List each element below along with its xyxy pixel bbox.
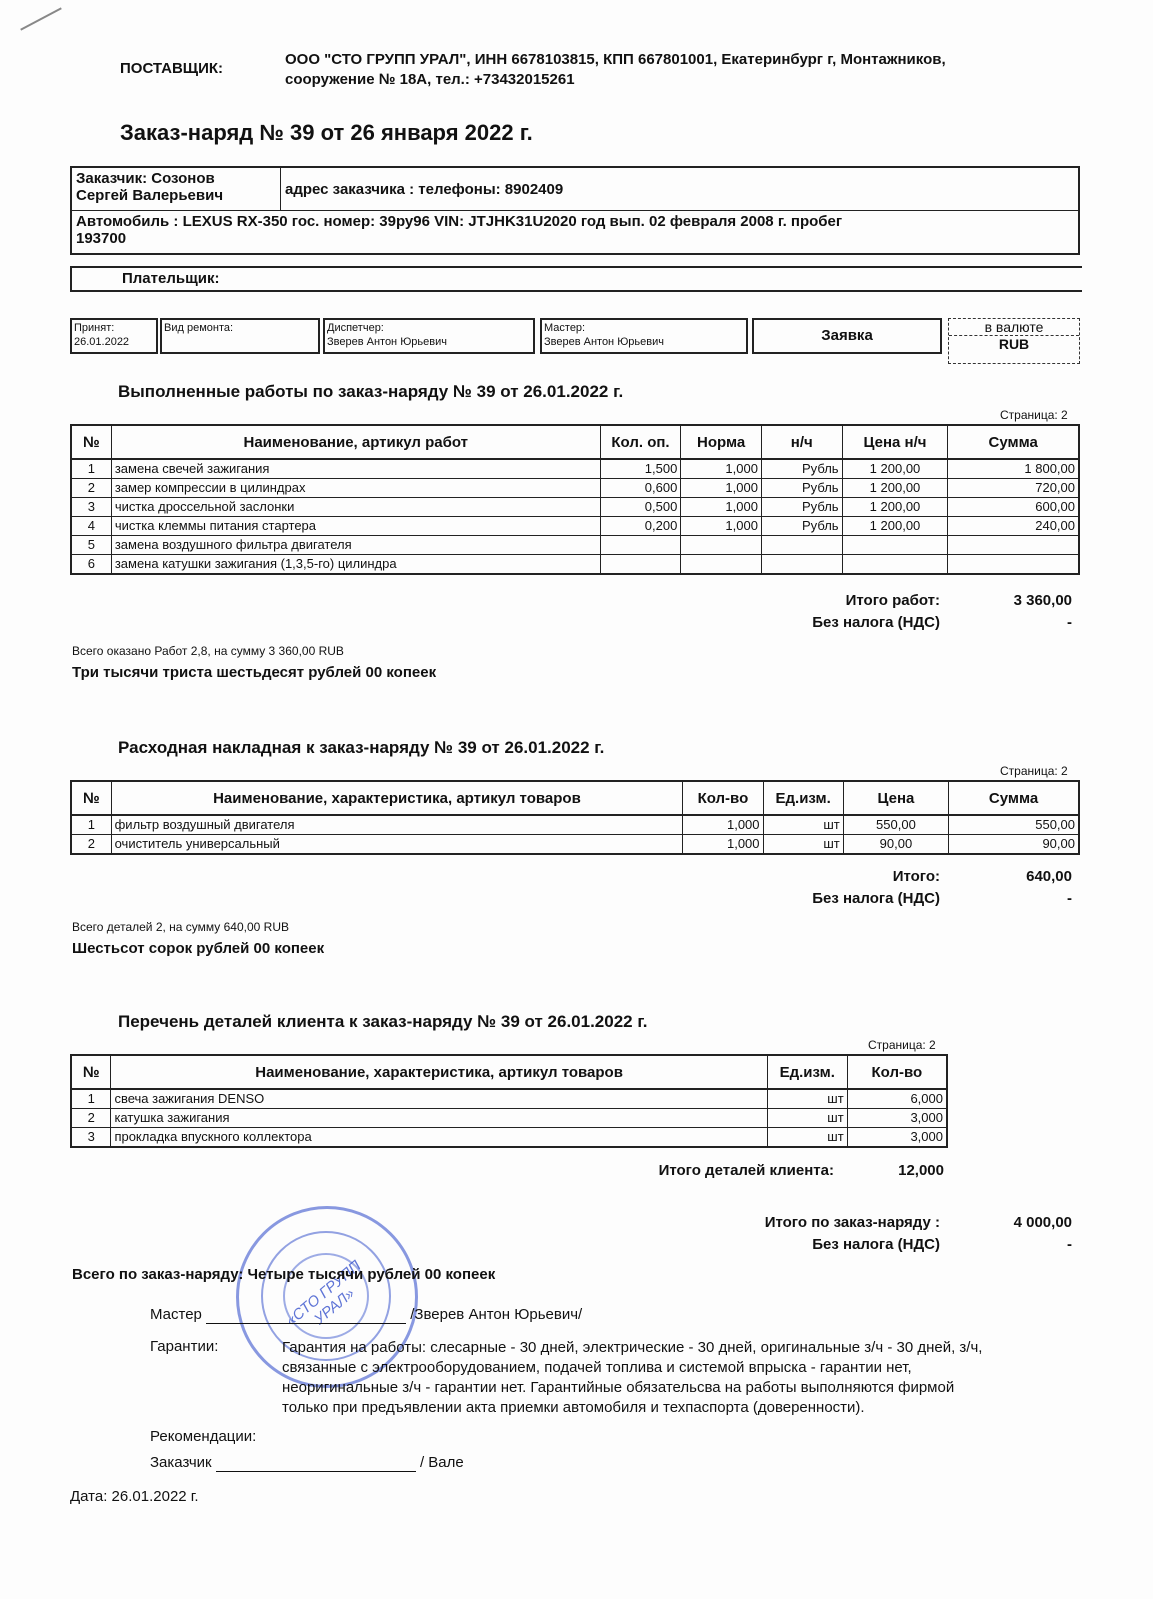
pen-mark [20, 7, 62, 30]
client-parts-page: Страница: 2 [868, 1038, 936, 1052]
invoice-amount-words: Шестьсот сорок рублей 00 копеек [72, 940, 325, 957]
works-cell: Рубль [761, 517, 842, 536]
works-col-unit: н/ч [761, 425, 842, 459]
works-cell: 0,200 [600, 517, 681, 536]
client-parts-cell: шт [767, 1089, 847, 1109]
supplier-line-1: ООО "СТО ГРУПП УРАЛ", ИНН 6678103815, КПП 667801001, Екатеринбург г, Монтажников, [285, 51, 946, 68]
invoice-summary: Всего деталей 2, на сумму 640,00 RUB [72, 920, 290, 934]
invoice-cell: очиститель универсальный [111, 835, 683, 855]
works-cell: 6 [71, 555, 111, 575]
client-parts-table [70, 1054, 948, 1148]
client-parts-header-row [71, 1055, 947, 1089]
accepted-date: 26.01.2022 [74, 336, 130, 348]
customer-name-cell [71, 167, 281, 211]
invoice-cell: шт [763, 815, 843, 835]
invoice-col-unit: Ед.изм. [763, 781, 843, 815]
client-parts-col-name: Наименование, характеристика, артикул товаров [111, 1055, 767, 1089]
works-col-sum: Сумма [948, 425, 1079, 459]
client-parts-cell: свеча зажигания DENSO [111, 1089, 767, 1109]
customer-name-line-1: Заказчик: Созонов [76, 170, 215, 187]
works-row [71, 479, 1079, 498]
works-col-name: Наименование, артикул работ [111, 425, 600, 459]
master-label: Мастер: [544, 322, 586, 334]
works-cell: 1,000 [681, 498, 762, 517]
invoice-cell: 550,00 [843, 815, 948, 835]
invoice-cell: 1,000 [683, 835, 763, 855]
accepted-box [70, 318, 158, 354]
works-total-label: Итого работ: [845, 592, 940, 609]
works-cell: 1 800,00 [948, 459, 1079, 479]
works-col-norm: Норма [681, 425, 762, 459]
document-date: Дата: 26.01.2022 г. [70, 1488, 199, 1505]
invoice-col-price: Цена [843, 781, 948, 815]
customer-contacts: адрес заказчика : телефоны: 8902409 [281, 167, 1080, 211]
client-parts-cell: 6,000 [847, 1089, 947, 1109]
car-info-cell [71, 211, 1079, 255]
stamp-text: «СТО ГРУПП УРАЛ» [282, 1257, 365, 1330]
grand-tax-label: Без налога (НДС) [812, 1236, 940, 1253]
recommendations-label: Рекомендации: [150, 1428, 257, 1445]
client-parts-cell: 3 [71, 1128, 111, 1148]
customer-signature-row [150, 1454, 464, 1472]
works-cell: 1,000 [681, 479, 762, 498]
works-page: Страница: 2 [1000, 408, 1068, 422]
client-parts-col-qty: Кол-во [847, 1055, 947, 1089]
works-cell [842, 555, 948, 575]
client-parts-cell: 1 [71, 1089, 111, 1109]
client-parts-total-value: 12,000 [898, 1162, 944, 1179]
invoice-table [70, 780, 1080, 855]
works-row [71, 517, 1079, 536]
client-parts-cell: 3,000 [847, 1128, 947, 1148]
invoice-cell: фильтр воздушный двигателя [111, 815, 683, 835]
works-cell: 0,500 [600, 498, 681, 517]
invoice-total-value: 640,00 [1026, 868, 1072, 885]
works-row [71, 459, 1079, 479]
grand-total-words: Всего по заказ-наряду: Четыре тысячи рублей 00 копеек [72, 1266, 496, 1283]
invoice-page: Страница: 2 [1000, 764, 1068, 778]
master-box [540, 318, 748, 354]
works-cell: 3 [71, 498, 111, 517]
works-cell [761, 536, 842, 555]
warranty-line-4: только при предъявлении акта приемки автомобиля и техпаспорта (доверенности). [282, 1399, 865, 1416]
invoice-cell: 90,00 [843, 835, 948, 855]
accepted-label: Принят: [74, 322, 115, 334]
client-parts-cell: 3,000 [847, 1109, 947, 1128]
works-title: Выполненные работы по заказ-наряду № 39 от 26.01.2022 г. [118, 382, 624, 401]
works-cell: 1,000 [681, 517, 762, 536]
master-signature-label: Мастер [150, 1306, 202, 1323]
works-cell: 1 [71, 459, 111, 479]
works-cell: 4 [71, 517, 111, 536]
works-cell: Рубль [761, 459, 842, 479]
client-parts-row [71, 1128, 947, 1148]
master-signature-name: /Зверев Антон Юрьевич/ [410, 1306, 583, 1323]
works-row [71, 498, 1079, 517]
works-cell: 5 [71, 536, 111, 555]
grand-total-value: 4 000,00 [1013, 1214, 1072, 1231]
invoice-row [71, 815, 1079, 835]
master-signature-line [206, 1306, 406, 1324]
currency-value: RUB [949, 335, 1079, 352]
client-parts-row [71, 1109, 947, 1128]
master-name: Зверев Антон Юрьевич [544, 336, 664, 348]
works-cell [761, 555, 842, 575]
car-info-line-2: 193700 [76, 230, 127, 247]
works-cell: 600,00 [948, 498, 1079, 517]
invoice-tax-label: Без налога (НДС) [812, 890, 940, 907]
request-box: Заявка [752, 318, 942, 354]
invoice-header-row [71, 781, 1079, 815]
warranty-line-3: неоригинальные з/ч - гарантии нет. Гарантийные обязательсва на работы выполняются фирмой [282, 1379, 955, 1396]
grand-total-label: Итого по заказ-наряду : [764, 1214, 940, 1231]
invoice-col-num: № [71, 781, 111, 815]
repair-type-box [160, 318, 320, 354]
works-cell: 1 200,00 [842, 498, 948, 517]
invoice-total-label: Итого: [892, 868, 940, 885]
warranty-text [282, 1338, 1062, 1418]
works-cell: Рубль [761, 498, 842, 517]
warranty-line-2: связанные с электрооборудованием, подачей топлива и системой впрыска - гарантии нет, [282, 1359, 912, 1376]
dispatcher-box [323, 318, 535, 354]
works-col-qty: Кол. оп. [600, 425, 681, 459]
master-signature-row [150, 1306, 582, 1324]
supplier-label: ПОСТАВЩИК: [120, 60, 224, 77]
works-cell [681, 555, 762, 575]
works-row [71, 536, 1079, 555]
works-cell: замена воздушного фильтра двигателя [111, 536, 600, 555]
works-cell: замер компрессии в цилиндрах [111, 479, 600, 498]
works-cell: 1 200,00 [842, 517, 948, 536]
works-cell: Рубль [761, 479, 842, 498]
warranty-line-1: Гарантия на работы: слесарные - 30 дней, электрические - 30 дней, оригинальные з/ч - 30 дней, з/ч, [282, 1339, 983, 1356]
client-parts-cell: шт [767, 1128, 847, 1148]
works-total-value: 3 360,00 [1013, 592, 1072, 609]
client-parts-cell: катушка зажигания [111, 1109, 767, 1128]
supplier-details [285, 50, 1065, 90]
invoice-title: Расходная накладная к заказ-наряду № 39 от 26.01.2022 г. [118, 738, 605, 757]
works-cell [842, 536, 948, 555]
client-parts-row [71, 1089, 947, 1109]
works-cell [600, 555, 681, 575]
works-amount-words: Три тысячи триста шестьдесят рублей 00 копеек [72, 664, 437, 681]
client-parts-cell: прокладка впускного коллектора [111, 1128, 767, 1148]
works-cell: 2 [71, 479, 111, 498]
client-parts-col-unit: Ед.изм. [767, 1055, 847, 1089]
invoice-cell: шт [763, 835, 843, 855]
customer-signature-name: / Вале [419, 1454, 464, 1471]
invoice-cell: 1,000 [683, 815, 763, 835]
invoice-row [71, 835, 1079, 855]
currency-label: в валюте [984, 319, 1044, 335]
works-cell: чистка дроссельной заслонки [111, 498, 600, 517]
works-cell [948, 555, 1079, 575]
works-cell [681, 536, 762, 555]
document-title: Заказ-наряд № 39 от 26 января 2022 г. [120, 120, 533, 145]
works-cell: замена катушки зажигания (1,3,5-го) цилиндра [111, 555, 600, 575]
customer-signature-label: Заказчик [150, 1454, 212, 1471]
customer-box [70, 166, 1080, 255]
works-col-price: Цена н/ч [842, 425, 948, 459]
repair-type-label: Вид ремонта: [164, 322, 234, 334]
works-summary: Всего оказано Работ 2,8, на сумму 3 360,00 RUB [72, 644, 344, 658]
works-tax-value: - [1067, 614, 1072, 631]
works-col-num: № [71, 425, 111, 459]
dispatcher-label: Диспетчер: [327, 322, 384, 334]
works-cell [948, 536, 1079, 555]
client-parts-cell: 2 [71, 1109, 111, 1128]
payer-row [70, 266, 1082, 292]
customer-name-line-2: Сергей Валерьевич [76, 187, 224, 204]
works-cell: 1,000 [681, 459, 762, 479]
customer-signature-line [216, 1454, 416, 1472]
car-info-line-1: Автомобиль : LEXUS RX-350 гос. номер: 39ру96 VIN: JTJHK31U2020 год вып. 02 февраля 2008 г. пробег [76, 213, 843, 230]
invoice-col-qty: Кол-во [683, 781, 763, 815]
invoice-cell: 550,00 [949, 815, 1079, 835]
invoice-cell: 1 [71, 815, 111, 835]
invoice-col-sum: Сумма [949, 781, 1079, 815]
invoice-tax-value: - [1067, 890, 1072, 907]
client-parts-title: Перечень деталей клиента к заказ-наряду № 39 от 26.01.2022 г. [118, 1012, 648, 1031]
works-row [71, 555, 1079, 575]
supplier-line-2: сооружение № 18А, тел.: +73432015261 [285, 71, 575, 88]
client-parts-total-label: Итого деталей клиента: [658, 1162, 834, 1179]
works-cell: 720,00 [948, 479, 1079, 498]
client-parts-cell: шт [767, 1109, 847, 1128]
works-cell: замена свечей зажигания [111, 459, 600, 479]
works-cell: 1,500 [600, 459, 681, 479]
works-table [70, 424, 1080, 575]
invoice-cell: 90,00 [949, 835, 1079, 855]
works-cell [600, 536, 681, 555]
client-parts-col-num: № [71, 1055, 111, 1089]
grand-tax-value: - [1067, 1236, 1072, 1253]
works-cell: 1 200,00 [842, 459, 948, 479]
works-cell: чистка клеммы питания стартера [111, 517, 600, 536]
works-cell: 240,00 [948, 517, 1079, 536]
works-tax-label: Без налога (НДС) [812, 614, 940, 631]
invoice-cell: 2 [71, 835, 111, 855]
works-header-row [71, 425, 1079, 459]
warranty-label: Гарантии: [150, 1338, 219, 1355]
payer-label: Плательщик: [122, 270, 220, 287]
currency-box [948, 318, 1080, 364]
dispatcher-name: Зверев Антон Юрьевич [327, 336, 447, 348]
works-cell: 0,600 [600, 479, 681, 498]
works-cell: 1 200,00 [842, 479, 948, 498]
invoice-col-name: Наименование, характеристика, артикул товаров [111, 781, 683, 815]
